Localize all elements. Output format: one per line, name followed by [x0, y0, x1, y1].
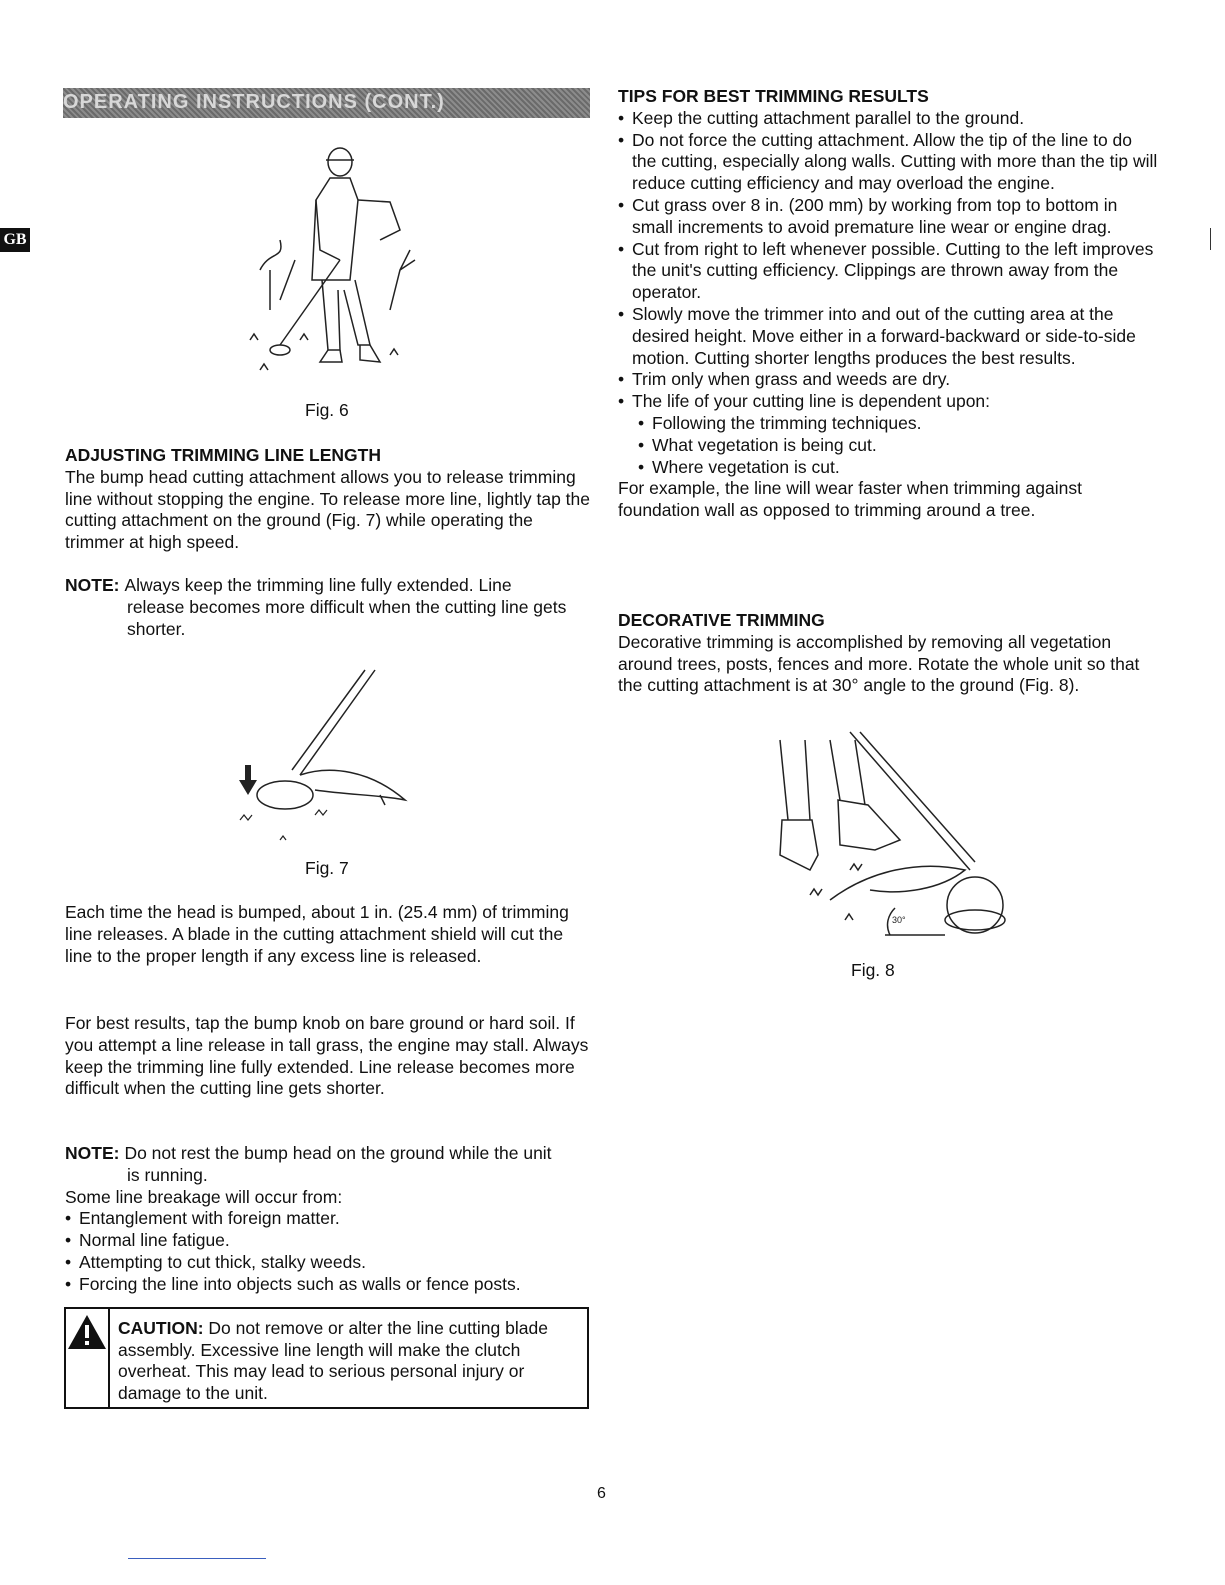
tips-section	[618, 86, 1158, 522]
bump-text-2: For best results, tap the bump knob on bare ground or hard soil. If you attempt a line release in tall grass, the engine may stall. Always keep the trimming line fully extended. Line release becomes more difficult when the cutting line gets shorter.	[65, 1013, 589, 1099]
fig8-caption: Fig. 8	[851, 960, 895, 980]
list-item: • Forcing the line into objects such as walls or fence posts.	[65, 1274, 590, 1296]
adjusting-body: The bump head cutting attachment allows you to release trimming line without stopping the engine. To release more line, lightly tap the cutting attachment on the ground (Fig. 7) while operating the trimmer at high speed.	[65, 466, 591, 553]
decorative-body: Decorative trimming is accomplished by removing all vegetation around trees, posts, fences and more. Rotate the whole unit so that the cutting attachment is at 30° angle to the ground (Fig. 8).	[618, 631, 1140, 696]
note-continuation: release becomes more difficult when the cutting line gets shorter.	[127, 596, 567, 639]
footer-rule	[128, 1558, 266, 1559]
list-item: • Entanglement with foreign matter.	[65, 1208, 590, 1230]
list-item: • Keep the cutting attachment parallel to the ground.	[618, 108, 1158, 130]
list-item: • Where vegetation is cut.	[638, 457, 1158, 479]
caution-label: CAUTION:	[118, 1318, 204, 1338]
breakage-intro: Some line breakage will occur from:	[65, 1186, 343, 1207]
list-item: • Do not force the cutting attachment. Allow the tip of the line to do the cutting, especially along walls. Cutting with more than the tip will reduce cutting efficiency and may overload the engine.	[618, 130, 1158, 195]
note-continuation: is running.	[127, 1164, 208, 1185]
tips-example: For example, the line will wear faster when trimming against foundation wall as opposed to trimming around a tree.	[618, 478, 1082, 521]
note-label: NOTE:	[65, 575, 120, 595]
list-item: • Trim only when grass and weeds are dry.	[618, 369, 1158, 391]
list-item: • The life of your cutting line is dependent upon:	[618, 391, 1158, 413]
adjusting-note	[65, 575, 590, 640]
adjusting-section	[65, 445, 590, 554]
list-item: • Slowly move the trimmer into and out of the cutting area at the desired height. Move either in a forward-backward or side-to-side motion. Cutting shorter lengths produces the best results.	[618, 304, 1158, 369]
warning-triangle-icon	[66, 1313, 108, 1351]
list-item: • Attempting to cut thick, stalky weeds.	[65, 1252, 590, 1274]
caution-box	[64, 1307, 589, 1409]
list-item: • Normal line fatigue.	[65, 1230, 590, 1252]
decorative-heading: DECORATIVE TRIMMING	[618, 610, 825, 630]
bump-text-1: Each time the head is bumped, about 1 in. (25.4 mm) of trimming line releases. A blade in the cutting attachment shield will cut the line to the proper length if any excess line is released.	[65, 902, 569, 966]
fig6-operator-illustration	[240, 140, 430, 380]
page-number: 6	[597, 1485, 606, 1502]
section-header-bar	[63, 88, 590, 118]
language-tab-gb: GB	[0, 228, 30, 252]
list-item: • Cut grass over 8 in. (200 mm) by working from top to bottom in small increments to avoid premature line wear or engine drag.	[618, 195, 1158, 239]
fig7-caption: Fig. 7	[305, 858, 349, 878]
fig8-decorative-trim-illustration	[770, 730, 1020, 950]
breakage-list	[65, 1208, 590, 1295]
caution-text	[110, 1309, 587, 1407]
list-item: • Cut from right to left whenever possible. Cutting to the left improves the unit's cutting efficiency. Clippings are thrown away from the operator.	[618, 239, 1158, 304]
note-label: NOTE:	[65, 1143, 120, 1163]
tips-heading: TIPS FOR BEST TRIMMING RESULTS	[618, 86, 929, 106]
down-arrow-icon	[239, 765, 257, 795]
edge-mark	[1210, 228, 1211, 250]
fig6-caption: Fig. 6	[305, 400, 349, 420]
list-item: • What vegetation is being cut.	[638, 435, 1158, 457]
fig8-angle-label: 30°	[892, 915, 906, 925]
section-header-text: OPERATING INSTRUCTIONS (CONT.)	[63, 91, 445, 113]
adjusting-heading: ADJUSTING TRIMMING LINE LENGTH	[65, 445, 381, 465]
bump-note	[65, 1143, 590, 1296]
note-first-line: Always keep the trimming line fully extended. Line	[124, 575, 512, 595]
bump-paragraph-1	[65, 902, 590, 967]
note-first-line: Do not rest the bump head on the ground while the unit	[124, 1143, 552, 1163]
caution-body: Do not remove or alter the line cutting blade assembly. Excessive line length will make the clutch overheat. This may lead to serious personal injury or damage to the unit.	[118, 1318, 548, 1403]
bump-paragraph-2	[65, 1013, 590, 1100]
line-life-sublist	[618, 413, 1158, 478]
tips-list	[618, 108, 1158, 413]
list-item: • Following the trimming techniques.	[638, 413, 1158, 435]
fig7-bump-head-illustration	[230, 665, 420, 850]
decorative-section	[618, 610, 1158, 697]
